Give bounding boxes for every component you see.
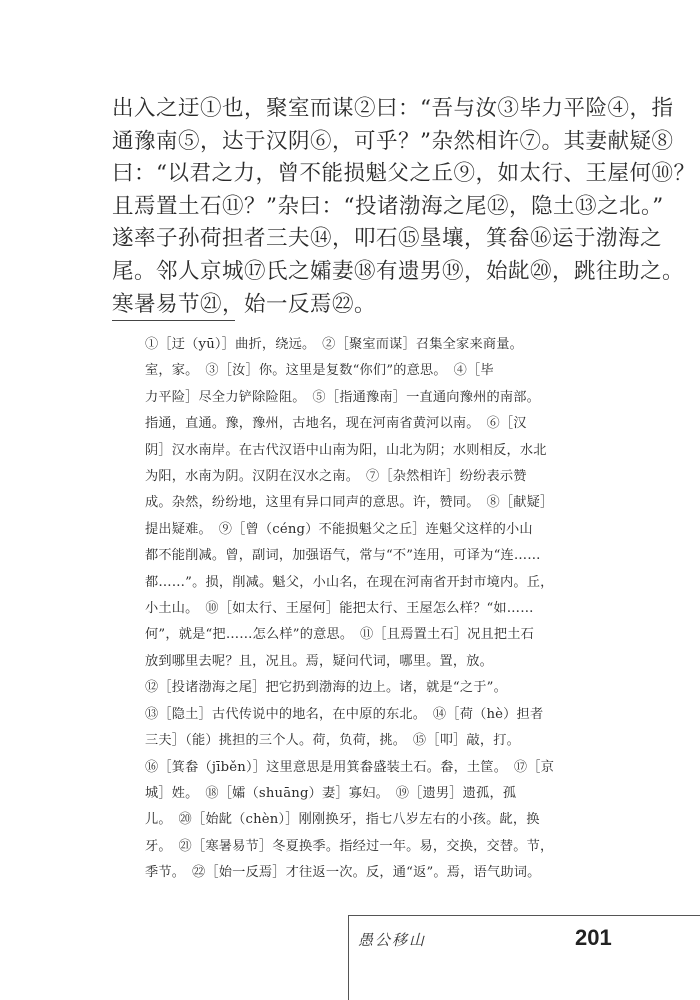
footnote-line: 阴］汉水南岸。在古代汉语中山南为阳，山北为阴；水则相反，水北 (145, 442, 547, 458)
footnote-line: 成。杂然，纷纷地，这里有异口同声的意思。许，赞同。 ⑧［献疑］ (145, 495, 554, 511)
footnote-line: 何”，就是“把……怎么样”的意思。 ⑪［且焉置土石］况且把土石 (145, 627, 535, 643)
footnote-line: 力平险］尽全力铲除险阻。 ⑤［指通豫南］一直通向豫州的南部。 (145, 389, 541, 405)
footnotes (145, 332, 595, 887)
footnote-line: ⑫［投诸渤海之尾］把它扔到渤海的边上。诸，就是“之于”。 (145, 680, 507, 696)
footnote-line: 提出疑难。 ⑨［曾（céng）不能损魁父之丘］连魁父这样的小山 (145, 521, 533, 537)
main-text-line: 通豫南⑤，达于汉阴⑥，可乎？”杂然相许⑦。其妻献疑⑧ (112, 128, 674, 154)
footnote-line: 为阳，水南为阴。汉阴在汉水之南。 ⑦［杂然相许］纷纷表示赞 (145, 469, 527, 485)
footnote-line: 儿。 ⑳［始龀（chèn）］刚刚换牙，指七八岁左右的小孩。龀，换 (145, 812, 540, 828)
footer-horizontal-rule (348, 915, 700, 916)
main-text-line: 寒暑易节㉑，始一反焉㉒。 (112, 291, 377, 317)
footnote-line: 放到哪里去呢？且，况且。焉，疑问代词，哪里。置，放。 (145, 653, 494, 669)
footnote-line: 都……”。损，削减。魁父，小山名，在现在河南省开封市境内。丘， (145, 574, 554, 590)
footnote-separator (112, 320, 235, 321)
footnote-line: 城］姓。 ⑱［孀（shuāng）妻］寡妇。 ⑲［遗男］遗孤，孤 (145, 785, 517, 801)
footnote-line: 指通，直通。豫，豫州，古地名，现在河南省黄河以南。 ⑥［汉 (145, 416, 527, 432)
footnote-line: 牙。 ㉑［寒暑易节］冬夏换季。指经过一年。易，交换，交替。节， (145, 838, 554, 854)
page-number: 201 (575, 925, 612, 950)
main-text-line: 曰：“以君之力，曾不能损魁父之丘⑨，如太行、王屋何⑩？ (112, 161, 696, 187)
footnote-line: 季节。 ㉒［始一反焉］才往返一次。反，通“返”。焉，语气助词。 (145, 865, 541, 881)
footnote-line: ①［迂（yū）］曲折，绕远。 ②［聚室而谋］召集全家来商量。 (145, 337, 523, 352)
main-text-line: 且焉置土石⑪？”杂曰：“投诸渤海之尾⑫，隐土⑬之北。” (112, 193, 664, 219)
footnote-line: 小土山。 ⑩［如太行、王屋何］能把太行、王屋怎么样？“如…… (145, 601, 534, 617)
footer-vertical-rule (348, 915, 349, 1000)
main-text (112, 93, 696, 321)
main-text-line: 出入之迂①也，聚室而谋②曰：“吾与汝③毕力平险④，指 (112, 96, 674, 121)
footnote-line: ⑬［隐土］古代传说中的地名，在中原的东北。 ⑭［荷（hè）担者 (145, 706, 544, 722)
footnote-line: 室，家。 ③［汝］你。这里是复数“你们”的意思。 ④［毕 (145, 363, 494, 379)
running-title: 愚公移山 (358, 931, 427, 949)
footnote-line: 三夫］（能）挑担的三个人。荷，负荷，挑。 ⑮［叩］敲，打。 (145, 733, 521, 749)
main-text-line: 尾。邻人京城⑰氏之孀妻⑱有遗男⑲，始龀⑳，跳往助之。 (112, 258, 685, 284)
footnote-line: ⑯［箕畚（jīběn）］这里意思是用箕畚盛装土石。畚，土筐。 ⑰［京 (145, 759, 555, 775)
footnote-line: 都不能削减。曾，副词，加强语气，常与“不”连用，可译为“连…… (145, 548, 541, 564)
main-text-line: 遂率子孙荷担者三夫⑭，叩石⑮垦壤，箕畚⑯运于渤海之 (112, 226, 663, 252)
